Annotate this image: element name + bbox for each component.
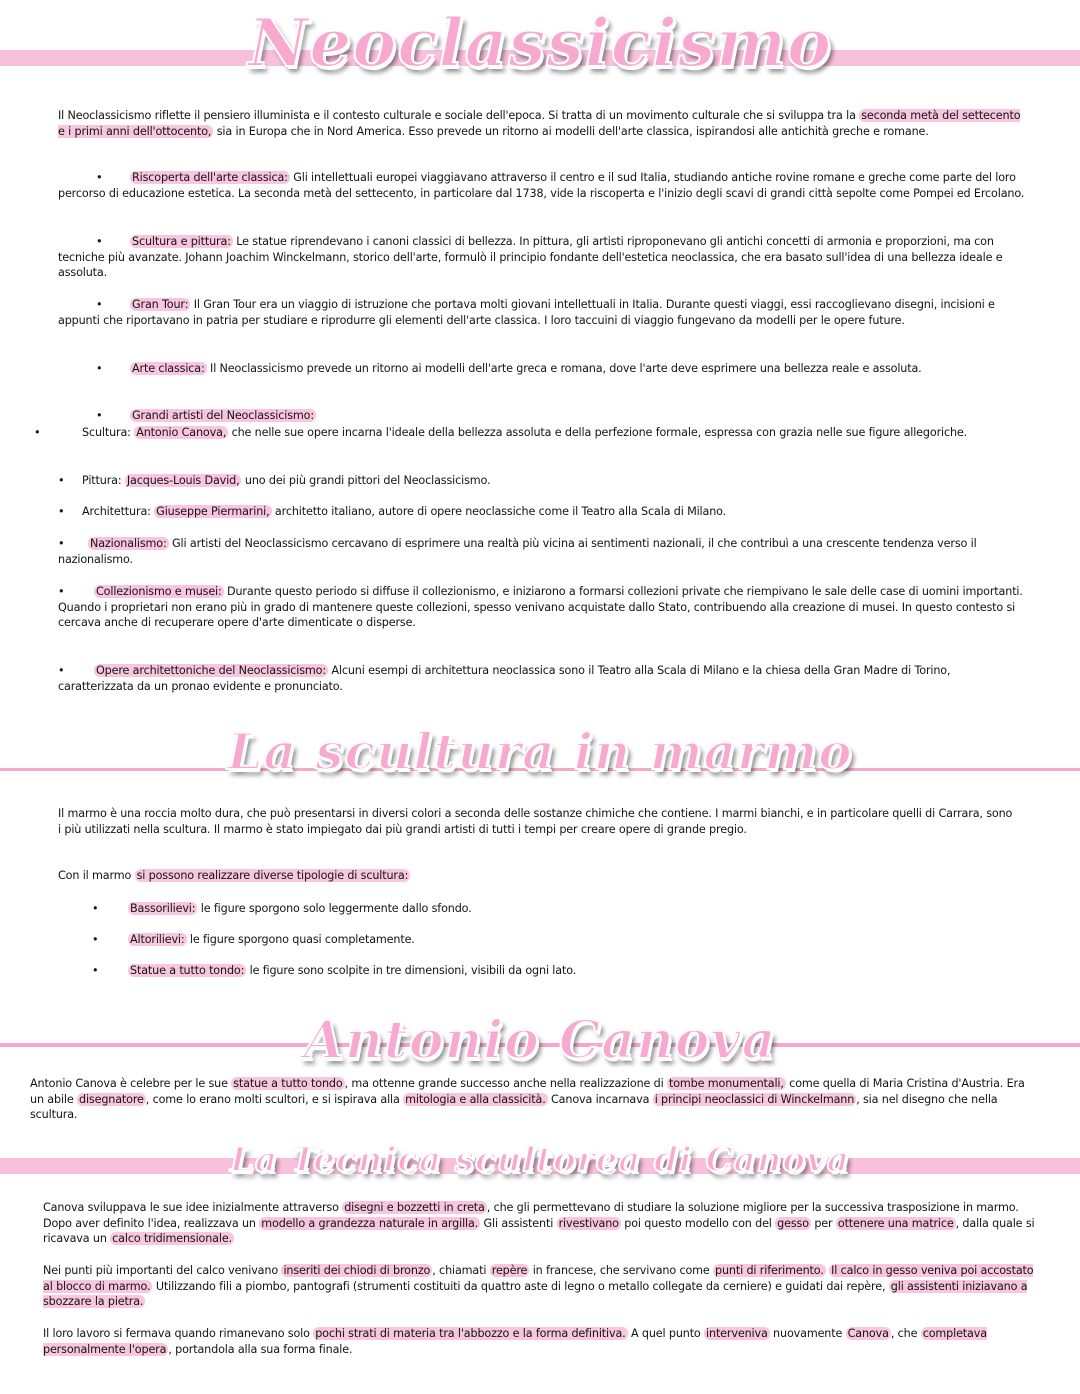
bullet-icon: •	[34, 426, 41, 439]
highlight: si possono realizzare diverse tipologie di scultura:	[136, 869, 409, 882]
marmo-lead: Con il marmo si possono realizzare diverse tipologie di scultura:	[58, 869, 409, 882]
bullet-icon: •	[92, 902, 99, 915]
bullet-icon: •	[58, 537, 65, 550]
list-item: • Collezionismo e musei: Durante questo periodo si diffuse il collezionismo, e iniziarono a formarsi collezioni private che riempivano le sale delle case di uomini importanti. Quando i proprietari non erano più in grado di mantenere queste collezioni, spesso venivano acquistate dallo Stato, contribuendo alla creazione di musei. In questo contesto si cercava anche di recuperare opere d'arte dimenticate o disperse.	[58, 585, 1023, 630]
section-title: La Tecnica scultorea di Canova	[230, 1140, 850, 1180]
type-title: Bassorilievi:	[130, 902, 196, 915]
item-title: Arte classica:	[132, 362, 205, 375]
bullet-icon: •	[58, 664, 65, 677]
sculpture-type-item: • Altorilievi: le figure sporgono quasi completamente.	[92, 933, 415, 946]
highlight: seconda metà del settecento e i primi anni dell'ottocento,	[58, 109, 1021, 138]
bullet-icon: •	[58, 505, 65, 518]
heading-canova-section	[0, 1010, 1080, 1080]
artist-name: Giuseppe Piermarini,	[156, 505, 270, 518]
bullet-icon: •	[96, 362, 103, 375]
list-item	[58, 408, 1028, 424]
artist-name: Antonio Canova,	[136, 426, 227, 439]
artist-name: Jacques-Louis David,	[126, 474, 240, 487]
item-title: Nazionalismo:	[90, 537, 167, 550]
sculpture-type-item: • Bassorilievi: le figure sporgono solo leggermente dallo sfondo.	[92, 902, 472, 915]
heading-tecnica-section	[0, 1138, 1080, 1188]
artist-item-architettura: • Architettura: Giuseppe Piermarini, architetto italiano, autore di opere neoclassiche come il Teatro alla Scala di Milano.	[58, 505, 727, 518]
list-item: • Arte classica: Il Neoclassicismo prevede un ritorno ai modelli dell'arte greca e romana, dove l'arte deve esprimere una bellezza reale e assoluta.	[58, 361, 1028, 377]
tecnica-paragraph-1: Canova sviluppava le sue idee inizialmente attraverso disegni e bozzetti in creta , che gli permettevano di studiare la soluzione migliore per la successiva trasposizione in marmo. Dopo aver definito l'idea, realizzava un modello a grandezza naturale in argilla. Gli assistenti rivestivano poi questo modello con del gesso per ottenere una matrice , dalla quale si ricavava un calco tridimensionale.	[43, 1201, 1035, 1246]
bullet-icon: •	[58, 474, 65, 487]
section-title: Antonio Canova	[303, 1010, 777, 1071]
heading-neoclassicismo-section	[0, 0, 1080, 95]
bullet-icon: •	[96, 298, 103, 311]
artist-item-scultura: • Scultura: Antonio Canova, che nelle sue opere incarna l'ideale della bellezza assoluta e della perfezione formale, espressa con grazia nelle sue figure allegoriche.	[34, 426, 968, 439]
item-title: Grandi artisti del Neoclassicismo:	[132, 409, 314, 422]
type-title: Altorilievi:	[130, 933, 185, 946]
bullet-icon: •	[96, 171, 103, 184]
intro-paragraph: Il Neoclassicismo riflette il pensiero illuminista e il contesto culturale e sociale dell'epoca. Si tratta di un movimento culturale che si sviluppa tra la seconda metà del settecento e i primi anni dell'ottocento, sia in Europa che in Nord America. Esso prevede un ritorno ai modelli dell'arte classica, ispirandosi alle antichità greche e romane.	[58, 109, 1021, 138]
item-title: Opere architettoniche del Neoclassicismo:	[96, 664, 326, 677]
item-title: Scultura e pittura:	[132, 235, 231, 248]
list-item: • Scultura e pittura: Le statue riprendevano i canoni classici di bellezza. In pittura, gli artisti riproponevano gli antichi concetti di armonia e proporzioni, ma con tecniche più avanzate. Johann Joachim Winckelmann, storico dell'arte, formulò il principio fondante dell'estetica neoclassica, che era basato sull'idea di una bellezza ideale e assoluta.	[58, 235, 1003, 280]
bullet-icon: •	[92, 933, 99, 946]
list-item: • Nazionalismo: Gli artisti del Neoclassicismo cercavano di esprimere una realtà più vicina ai sentimenti nazionali, il che contribuì a una crescente tendenza verso il nazionalismo.	[58, 537, 977, 566]
list-item: • Gran Tour: Il Gran Tour era un viaggio di istruzione che portava molti giovani intellettuali in Italia. Durante questi viaggi, essi raccoglievano disegni, incisioni e appunti che riportavano in patria per studiare e riprodurre gli elementi dell'arte classica. I loro taccuini di viaggio fungevano da modelli per le opere future.	[58, 298, 995, 327]
page-title: Neoclassicismo	[247, 4, 833, 82]
bullet-icon: •	[96, 409, 103, 422]
item-title: Gran Tour:	[132, 298, 189, 311]
item-title: Collezionismo e musei:	[96, 585, 222, 598]
type-title: Statue a tutto tondo:	[130, 964, 245, 977]
item-title: Riscoperta dell'arte classica:	[132, 171, 288, 184]
list-item: • Opere architettoniche del Neoclassicismo: Alcuni esempi di architettura neoclassica sono il Teatro alla Scala di Milano e la chiesa della Gran Madre di Torino, caratterizzata da un pronao evidente e pronunciato.	[58, 664, 951, 693]
heading-marmo-section	[0, 720, 1080, 790]
tecnica-paragraph-3: Il loro lavoro si fermava quando rimanevano solo pochi strati di materia tra l'abbozzo e la forma definitiva. A quel punto interveniva nuovamente Canova , che completava personalmente l'opera , portandola alla sua forma finale.	[43, 1327, 987, 1356]
bullet-icon: •	[96, 235, 103, 248]
marmo-intro: Il marmo è una roccia molto dura, che può presentarsi in diversi colori a seconda delle sostanze chimiche che contiene. I marmi bianchi, e in particolare quelli di Carrara, sono i più utilizzati nella scultura. Il marmo è stato impiegato dai più grandi artisti di tutti i tempi per creare opere di grande pregio.	[58, 807, 1013, 836]
tecnica-paragraph-2: Nei punti più importanti del calco venivano inseriti dei chiodi di bronzo , chiamati repère in francese, che servivano come punti di riferimento. Il calco in gesso veniva poi accostato al blocco di marmo. Utilizzando fili a piombo, pantografi (strumenti costituiti da quattro aste di legno o metallo collegate da cerniere) e guidati dai repère, gli assistenti iniziavano a sbozzare la pietra.	[43, 1264, 1034, 1309]
artist-item-pittura: • Pittura: Jacques-Louis David, uno dei più grandi pittori del Neoclassicismo.	[58, 474, 491, 487]
section-title: La scultura in marmo	[227, 722, 853, 781]
canova-paragraph: Antonio Canova è celebre per le sue statue a tutto tondo , ma ottenne grande successo anche nella realizzazione di tombe monumentali, come quella di Maria Cristina d'Austria. Era un abile disegnatore , come lo erano molti scultori, e si ispirava alla mitologia e alla classicità. Canova incarnava i principi neoclassici di Winckelmann , sia nel disegno che nella scultura.	[30, 1077, 1025, 1122]
bullet-icon: •	[92, 964, 99, 977]
list-item: • Riscoperta dell'arte classica: Gli intellettuali europei viaggiavano attraverso il centro e il sud Italia, studiando antiche rovine romane e greche come parte del loro percorso di educazione estetica. La seconda metà del settecento, in particolare dal 1738, vide la riscoperta e l'inizio degli scavi di grandi città sepolte come Pompei ed Ercolano.	[58, 171, 1025, 200]
bullet-icon: •	[58, 585, 65, 598]
sculpture-type-item: • Statue a tutto tondo: le figure sono scolpite in tre dimensioni, visibili da ogni lato.	[92, 964, 577, 977]
